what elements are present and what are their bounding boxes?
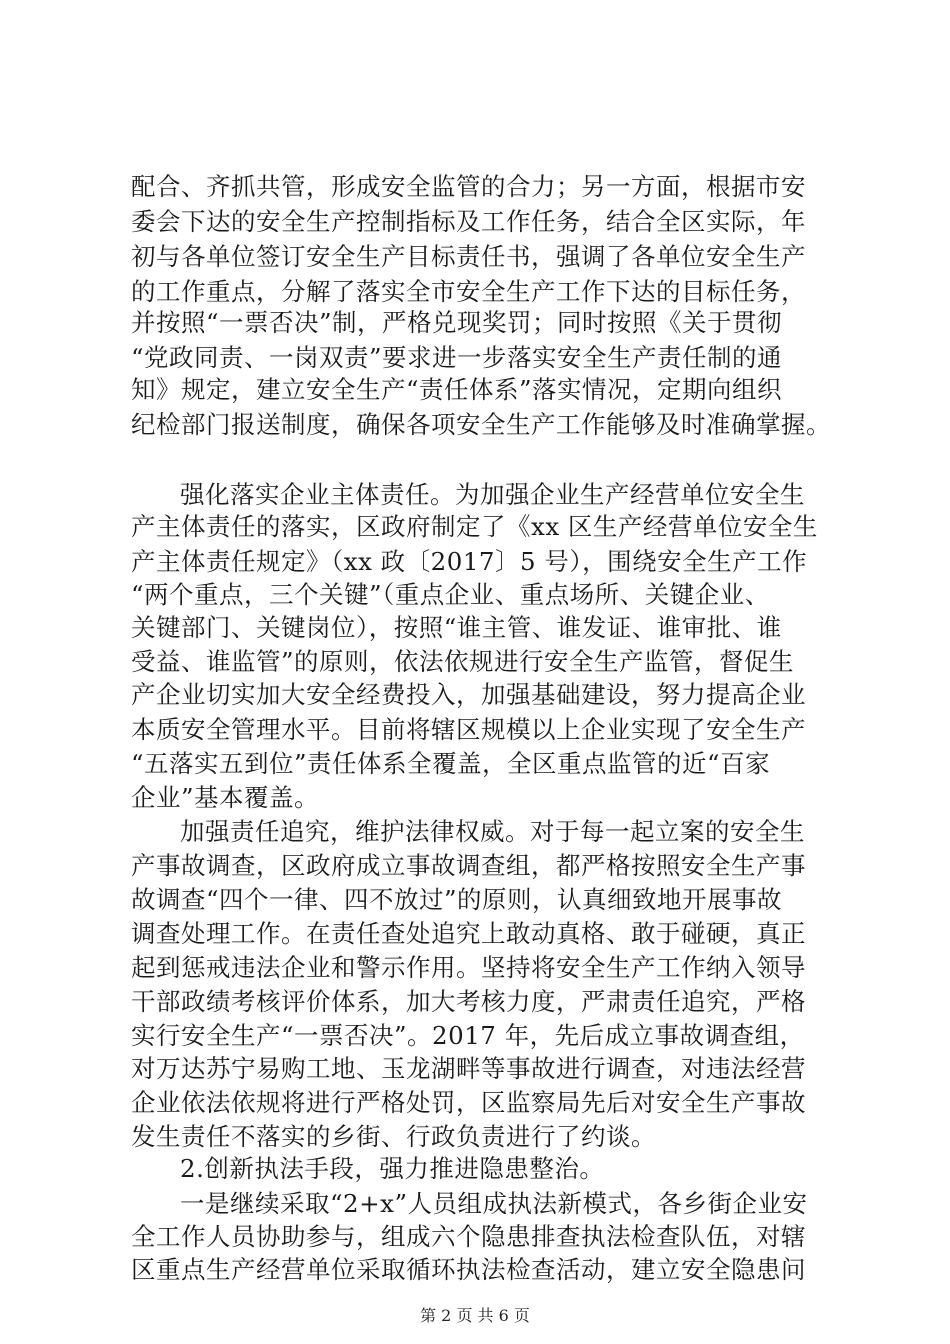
- text-line: 企业”基本覆盖。: [131, 783, 320, 812]
- text-line: 企业依法依规将进行严格处罚，区监察局先后对安全生产事故: [131, 1088, 806, 1117]
- text-line: 的工作重点，分解了落实全市安全生产工作下达的目标任务，: [131, 277, 806, 306]
- text-line: 实行安全生产“一票否决”。2017 年，先后成立事故调查组，: [131, 1021, 805, 1050]
- text-line: 对万达苏宁易购工地、玉龙湖畔等事故进行调查，对违法经营: [131, 1054, 806, 1083]
- text-line: 发生责任不落实的乡街、行政负责进行了约谈。: [131, 1122, 656, 1151]
- text-line: “五落实五到位”责任体系全覆盖，全区重点监管的近“百家: [131, 749, 771, 778]
- text-line: 产企业切实加大安全经费投入，加强基础建设，努力提高企业: [131, 680, 806, 709]
- text-line: 产主体责任的落实，区政府制定了《xx 区生产经营单位安全生: [131, 512, 818, 541]
- text-line: 初与各单位签订安全生产目标责任书，强调了各单位安全生产: [131, 242, 806, 271]
- text-line: 产主体责任规定》（xx 政〔2017〕5 号），围绕安全生产工作: [131, 547, 808, 576]
- text-line: 干部政绩考核评价体系，加大考核力度，严肃责任追究，严格: [131, 987, 806, 1016]
- text-line: 全工作人员协助参与，组成六个隐患排查执法检查队伍，对辖: [131, 1222, 806, 1251]
- text-line: 本质安全管理水平。目前将辖区规模以上企业实现了安全生产: [131, 715, 806, 744]
- text-line: “两个重点，三个关键”（重点企业、重点场所、关键企业、: [131, 580, 770, 609]
- text-line: 起到惩戒违法企业和警示作用。坚持将安全生产工作纳入领导: [131, 953, 806, 982]
- text-line: 产事故调查，区政府成立事故调查组，都严格按照安全生产事: [131, 851, 806, 880]
- text-line: “党政同责、一岗双责”要求进一步落实安全生产责任制的通: [131, 343, 783, 372]
- text-line: 纪检部门报送制度，确保各项安全生产工作能够及时准确掌握。: [131, 410, 831, 439]
- text-line: 强化落实企业主体责任。为加强企业生产经营单位安全生: [180, 480, 805, 509]
- text-line: 一是继续采取“2+x”人员组成执法新模式，各乡街企业安: [180, 1189, 808, 1218]
- text-line: 关键部门、关键岗位），按照“谁主管、谁发证、谁审批、谁: [131, 613, 782, 642]
- text-line: 区重点生产经营单位采取循环执法检查活动，建立安全隐患问: [131, 1255, 806, 1284]
- text-line: 调查处理工作。在责任查处追究上敢动真格、敢于碰硬，真正: [131, 919, 806, 948]
- text-line: 委会下达的安全生产控制指标及工作任务，结合全区实际，年: [131, 207, 806, 236]
- page-number: 第 2 页 共 6 页: [420, 1306, 530, 1325]
- text-line: 受益、谁监管”的原则，依法依规进行安全生产监管，督促生: [131, 647, 795, 676]
- text-line: 并按照“一票否决”制，严格兑现奖罚；同时按照《关于贯彻: [131, 308, 783, 337]
- text-line: 故调查“四个一律、四不放过”的原则，认真细致地开展事故: [131, 885, 783, 914]
- text-line: 配合、齐抓共管，形成安全监管的合力；另一方面，根据市安: [131, 172, 806, 201]
- text-line: 加强责任追究，维护法律权威。对于每一起立案的安全生: [180, 817, 805, 846]
- text-line: 知》规定，建立安全生产“责任体系”落实情况，定期向组织: [131, 375, 783, 404]
- text-line: 2.创新执法手段，强力推进隐患整治。: [180, 1154, 605, 1183]
